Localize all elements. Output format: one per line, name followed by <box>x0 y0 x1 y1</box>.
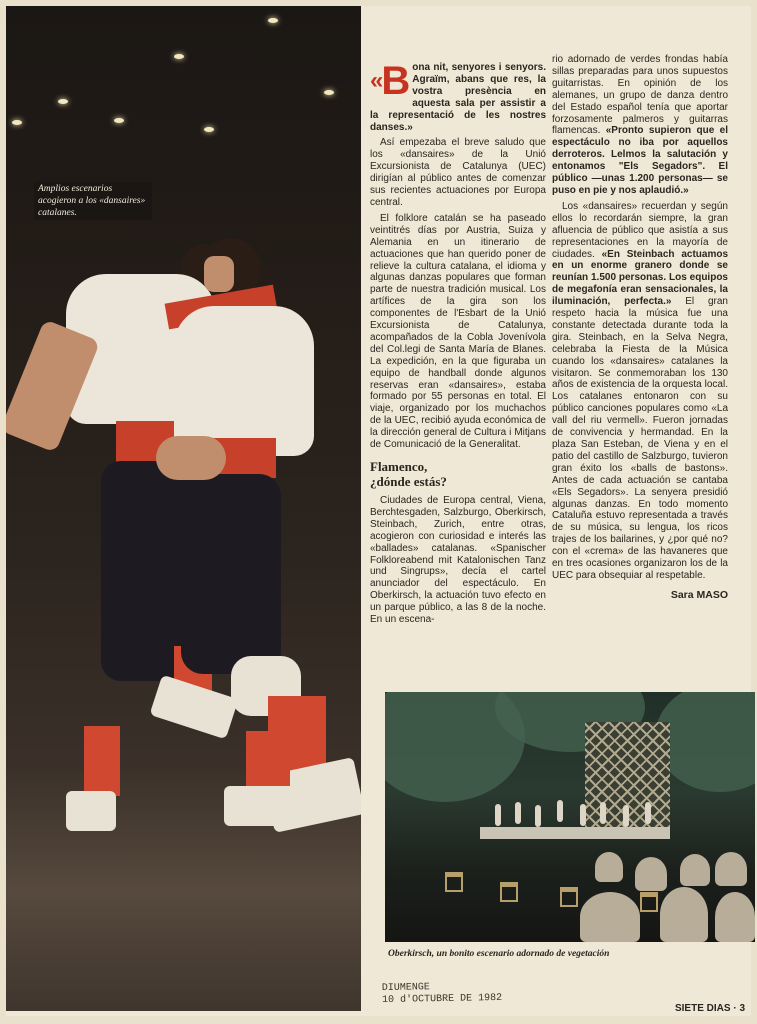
ceiling-light <box>174 54 184 59</box>
dancer-shoe <box>149 675 238 740</box>
tree-foliage <box>655 692 755 792</box>
ceiling-light <box>114 118 124 123</box>
dancer-figure <box>535 805 541 827</box>
red-sock <box>246 731 290 791</box>
audience-member <box>715 892 755 942</box>
dancer-figure <box>515 802 521 824</box>
dancer-figure <box>623 805 629 827</box>
dancer-face <box>204 256 234 292</box>
audience-member <box>595 852 623 882</box>
dancer-figure <box>557 800 563 822</box>
oberkirsch-photo <box>385 692 755 942</box>
audience-member <box>660 887 708 942</box>
paragraph: Así empezaba el breve saludo que los «dansaires» de la Unió Excursionista de Catalunya (UEC) dirigían al público antes de comenzar sus recientes actuaciones por Europa central. <box>370 137 546 208</box>
dancer-shoe <box>66 791 116 831</box>
chair <box>640 892 658 912</box>
dancer-shoe <box>224 786 296 826</box>
paragraph: rio adornado de verdes frondas había sillas preparadas para unos supuestos guitarristas. En opinión de los alemanes, un grupo de danza dentro del Estado español tenía que aportar forzosamente palmeros y guitarras flamencas. «Pronto supieron que el espectáculo no iba por aquellos derroteros. Lelmos la salutación y entonamos "Els Segadors". El público —unas 1.200 personas— se puso en pie y nos aplaudió.» <box>552 54 728 196</box>
handwritten-date: DIUMENGE 10 d'OCTUBRE DE 1982 <box>381 982 503 1007</box>
ceiling-light <box>268 18 278 23</box>
audience-member <box>580 892 640 942</box>
audience-member <box>680 854 710 886</box>
author-signature: Sara MASO <box>670 588 728 601</box>
red-sock <box>84 726 120 796</box>
magazine-folio: SIETE DIAS · 3 <box>674 1003 745 1014</box>
photo-caption-dancers: Amplios escenarios acogieron a los «dansaires» catalanes. <box>34 182 152 220</box>
chair <box>500 882 518 902</box>
audience-member <box>715 852 747 886</box>
section-subhead: Flamenco, ¿dónde estás? <box>370 459 447 489</box>
dancers-photo <box>6 6 361 1011</box>
paragraph: El folklore catalán se ha paseado veintitrés días por Austria, Suiza y Alemania en un itinerario de actuaciones que han querido poner de relieve la cultura catalana, el idioma y algunas danzas populares que forman parte de nuestra tradición musical. Los artífices de la gira son los componentes de l'Esbart de la Unió Excursionista de Catalunya, acompañados de la Cobla Jovenívola del Col.legi de Santa María de Blanes. La expedición, en la que figuraba un equipo de handball donde algunos reservas eran «dansaires», estaba formado por 55 personas en total. El viaje, organizado por los muchachos de la UEC, recibió ayuda económica de la dirección general de Cultura i Mitjans de Comunicació de la Generalitat. <box>370 212 546 451</box>
article-column-1 <box>370 59 546 630</box>
chair <box>445 872 463 892</box>
ceiling-light <box>12 120 22 125</box>
dancer-hands <box>156 436 226 480</box>
dancer-pants <box>181 474 281 674</box>
article-column-2 <box>552 54 728 602</box>
drop-cap: «B <box>370 59 409 103</box>
ceiling-light <box>204 127 214 132</box>
audience-member <box>635 857 667 891</box>
paragraph: Los «dansaires» recuerdan y según ellos lo recordarán siempre, la gran afluencia de público que asistía a sus representaciones en la mayoría de ciudades. «En Steinbach actuamos en un enorme granero donde se reunían 1.500 personas. Los equipos de megafonía eran sensacionales, la iluminación, perfecta.» El gran respeto hacia la música fue una constante detectada durante toda la gira. Steinbach, en la Selva Negra, celebraba la Fiesta de la Música cuando los «dansaires» catalanes la visitaron. Se conmemoraban los 130 años de existencia de la orquesta local. Los catalanes entonaron con su público canciones populares como «La vall del riu vermell». Fueron jornadas de convivencia y hermandad. En la plaza San Esteban, de Viena y en el patio del castillo de Salzburgo, tuvieron gran éxito los «balls de bastons». Antes de cada actuación se cantaba «Els Segadors». La senyera presidió algunas danzas. En todo momento Cataluña estuvo representada a través de su música, su lengua, los ricos trajes de los bailarines, y ¿por qué no? con el «crema» de las havaneres que en tres ocasiones organizaron los de la UEC para obsequiar al respetable. <box>552 200 728 581</box>
paragraph: Ciudades de Europa central, Viena, Berchtesgaden, Salzburgo, Oberkirsch, Steinbach, Zurich, entre otras, acogieron con curiosidad e interés las «ballades» catalanas. «Spanischer Folkloreabend mit Katalonischen Tanz und Singrups», decía el cartel anunciador del espectáculo. En Oberkirsch, la actuación tuvo efecto en un parque público, a las 8 de la noche. En un escena- <box>370 495 546 626</box>
stage <box>480 827 670 839</box>
dancer-figure <box>600 802 606 824</box>
ceiling-light <box>58 99 68 104</box>
dancer-figure <box>580 804 586 826</box>
dancer-figure <box>495 804 501 826</box>
dancer-figure <box>645 802 651 824</box>
lead-paragraph: «B ona nit, senyores i senyors. Agraïm, abans que res, la vostra presència en aquesta sala per assistir a la representació de les nostres danses.» <box>370 59 546 133</box>
dancer-shirt <box>174 306 314 456</box>
ceiling-light <box>324 90 334 95</box>
photo-caption-oberkirsch: Oberkirsch, un bonito escenario adornado de vegetación <box>388 949 610 959</box>
chair <box>560 887 578 907</box>
